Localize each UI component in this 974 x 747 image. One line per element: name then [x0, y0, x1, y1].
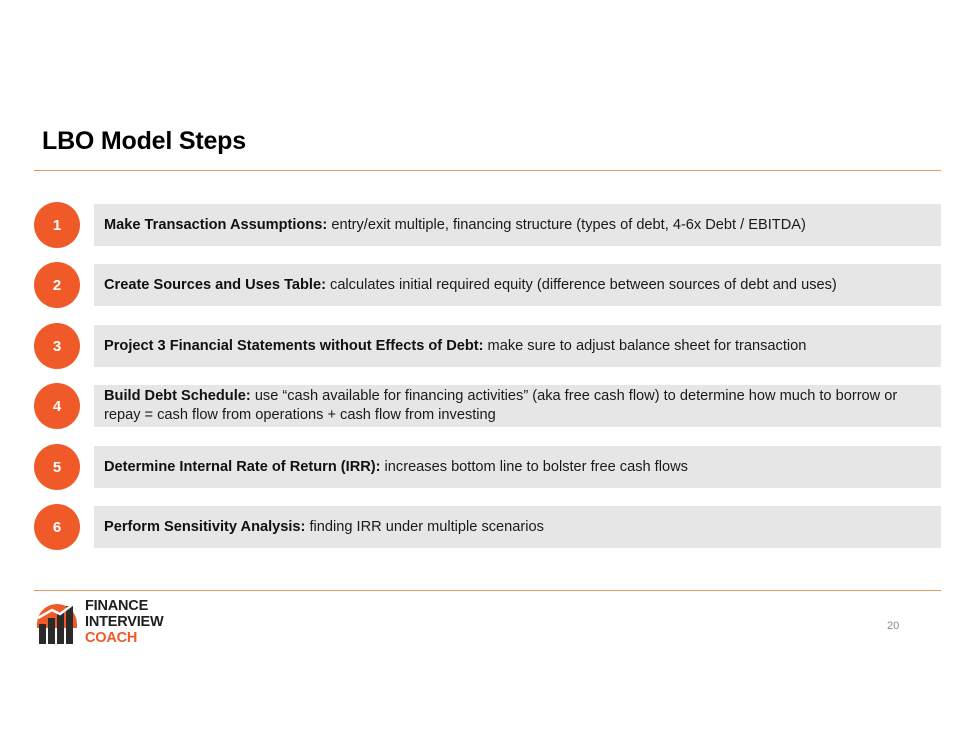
step-heading: Make Transaction Assumptions:	[104, 216, 328, 233]
step-text	[104, 458, 688, 477]
step-number-badge: 5	[34, 444, 80, 490]
step-description: calculates initial required equity (difference between sources of debt and uses)	[325, 276, 837, 293]
bar-chart-logo-icon	[34, 598, 80, 646]
step-description: increases bottom line to bolster free cash flows	[380, 458, 688, 475]
step-description: use “cash available for financing activities” (aka free cash flow) to determine how much to borrow or repay = cash flow from operations + cash flow from investing	[104, 388, 898, 423]
step-2	[34, 264, 941, 306]
step-description: make sure to adjust balance sheet for transaction	[483, 337, 807, 354]
step-box	[94, 264, 941, 306]
step-number-badge: 4	[34, 383, 80, 429]
step-text	[104, 387, 931, 425]
step-description: entry/exit multiple, financing structure (types of debt, 4-6x Debt / EBITDA)	[327, 216, 806, 233]
step-6	[34, 506, 941, 548]
step-box	[94, 325, 941, 367]
logo-wordmark	[85, 598, 164, 646]
slide-title: LBO Model Steps	[42, 127, 246, 155]
step-text	[104, 518, 544, 537]
step-number-badge: 3	[34, 323, 80, 369]
step-number-badge: 2	[34, 262, 80, 308]
step-box	[94, 385, 941, 427]
step-text	[104, 216, 806, 235]
step-text	[104, 276, 837, 295]
step-description: finding IRR under multiple scenarios	[305, 518, 544, 535]
logo-word-coach: COACH	[85, 630, 138, 646]
footer-divider	[34, 590, 941, 591]
step-box	[94, 506, 941, 548]
step-box	[94, 446, 941, 488]
step-number-badge: 6	[34, 504, 80, 550]
page-number: 20	[887, 620, 900, 632]
step-5	[34, 446, 941, 488]
step-text	[104, 337, 806, 356]
step-1	[34, 204, 941, 246]
step-heading: Perform Sensitivity Analysis:	[104, 518, 306, 535]
step-heading: Build Debt Schedule:	[104, 388, 251, 404]
step-3	[34, 325, 941, 367]
step-heading: Create Sources and Uses Table:	[104, 276, 326, 293]
step-heading: Determine Internal Rate of Return (IRR):	[104, 458, 381, 475]
step-heading: Project 3 Financial Statements without Effects of Debt:	[104, 337, 484, 354]
step-4	[34, 385, 941, 427]
step-box	[94, 204, 941, 246]
finance-interview-coach-logo	[34, 598, 194, 648]
logo-word-finance: FINANCE	[85, 598, 149, 614]
logo-word-interview: INTERVIEW	[85, 614, 164, 630]
step-number-badge: 1	[34, 202, 80, 248]
